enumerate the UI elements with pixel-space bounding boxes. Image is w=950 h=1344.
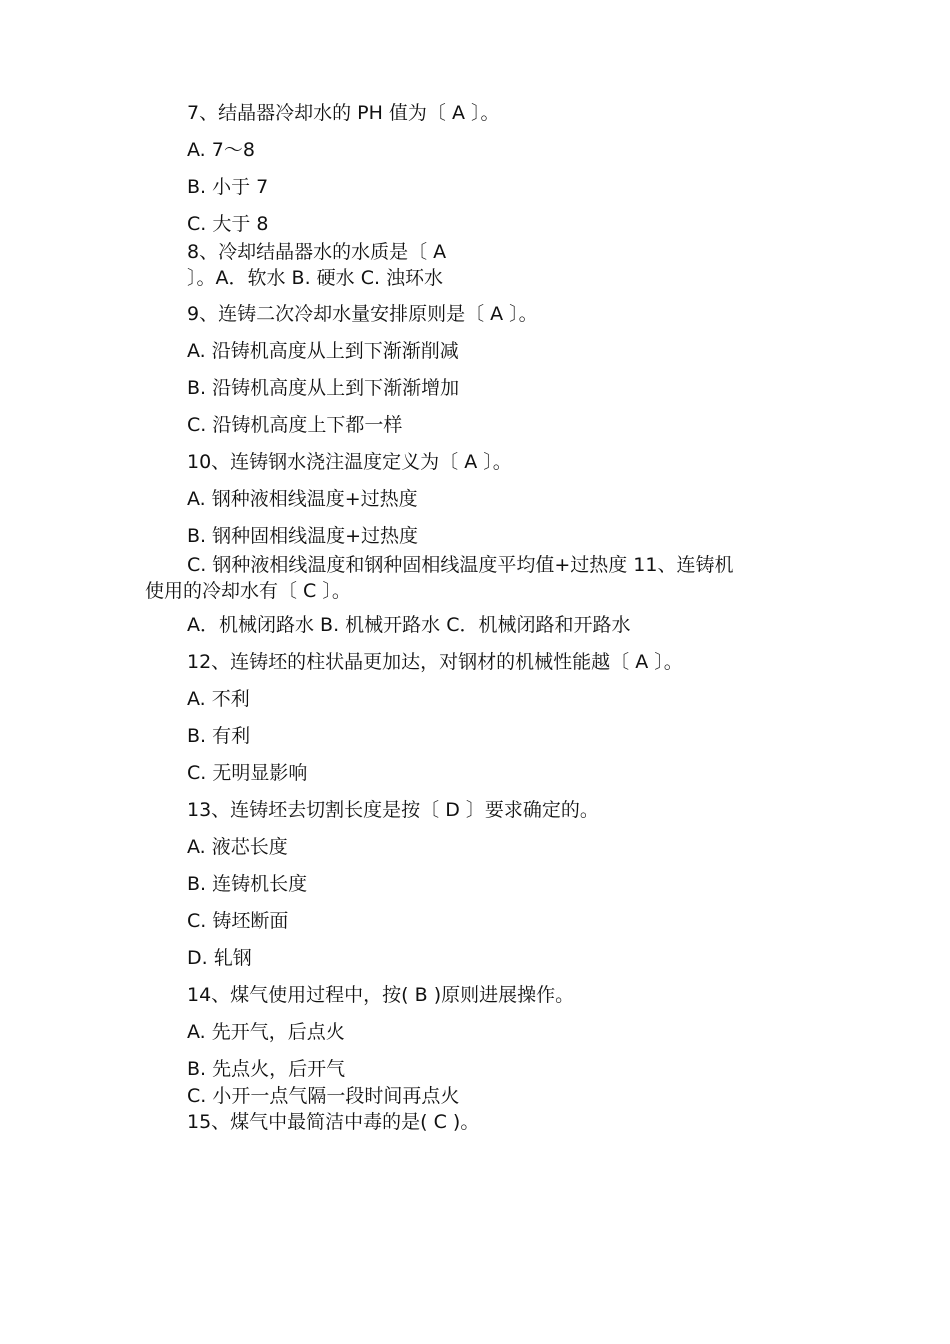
question-14-text: 14、煤气使用过程中，按( B )原则进展操作。 [187,984,575,1006]
question-15-text: 15、煤气中最简洁中毒的是( C )。 [187,1111,480,1133]
q7-option-c: C. 大于 8 [187,213,269,235]
q14-option-c: C. 小开一点气隔一段时间再点火 [187,1085,460,1107]
question-11-continued: 使用的冷却水有〔 C 〕。 [145,580,351,602]
q13-option-a: A. 液芯长度 [187,836,288,858]
question-12-text: 12、连铸坯的柱状晶更加达，对钢材的机械性能越〔 A 〕。 [187,651,683,673]
question-11-options: A．机械闭路水 B. 机械开路水 C．机械闭路和开路水 [187,614,631,636]
q10-option-a: A. 钢种液相线温度+过热度 [187,488,418,510]
q10-option-b: B. 钢种固相线温度+过热度 [187,525,419,547]
q12-option-c: C. 无明显影响 [187,762,308,784]
question-9-text: 9、连铸二次冷却水量安排原则是〔 A 〕。 [187,303,538,325]
q14-option-b: B. 先点火，后开气 [187,1058,346,1080]
q9-option-b: B. 沿铸机高度从上到下渐渐增加 [187,377,460,399]
q13-option-b: B. 连铸机长度 [187,873,308,895]
q12-option-a: A. 不利 [187,688,250,710]
q9-option-c: C. 沿铸机高度上下都一样 [187,414,403,436]
q7-option-a: A. 7～8 [187,139,255,161]
q12-option-b: B. 有利 [187,725,251,747]
question-13-text: 13、连铸坯去切割长度是按〔 D 〕要求确定的。 [187,799,599,821]
question-8-options: 〕。A．软水 B. 硬水 C. 浊环水 [187,267,444,289]
question-10-text: 10、连铸钢水浇注温度定义为〔 A 〕。 [187,451,512,473]
question-7-text: 7、结晶器冷却水的 PH 值为〔 A 〕。 [187,102,500,124]
question-8-text: 8、冷却结晶器水的水质是〔 A [187,241,447,263]
q10-option-c-and-question-11: C. 钢种液相线温度和钢种固相线温度平均值+过热度 11、连铸机 [187,554,734,576]
q13-option-d: D. 轧钢 [187,947,252,969]
q7-option-b: B. 小于 7 [187,176,269,198]
q9-option-a: A. 沿铸机高度从上到下渐渐削减 [187,340,459,362]
q14-option-a: A. 先开气，后点火 [187,1021,345,1043]
q13-option-c: C. 铸坯断面 [187,910,289,932]
